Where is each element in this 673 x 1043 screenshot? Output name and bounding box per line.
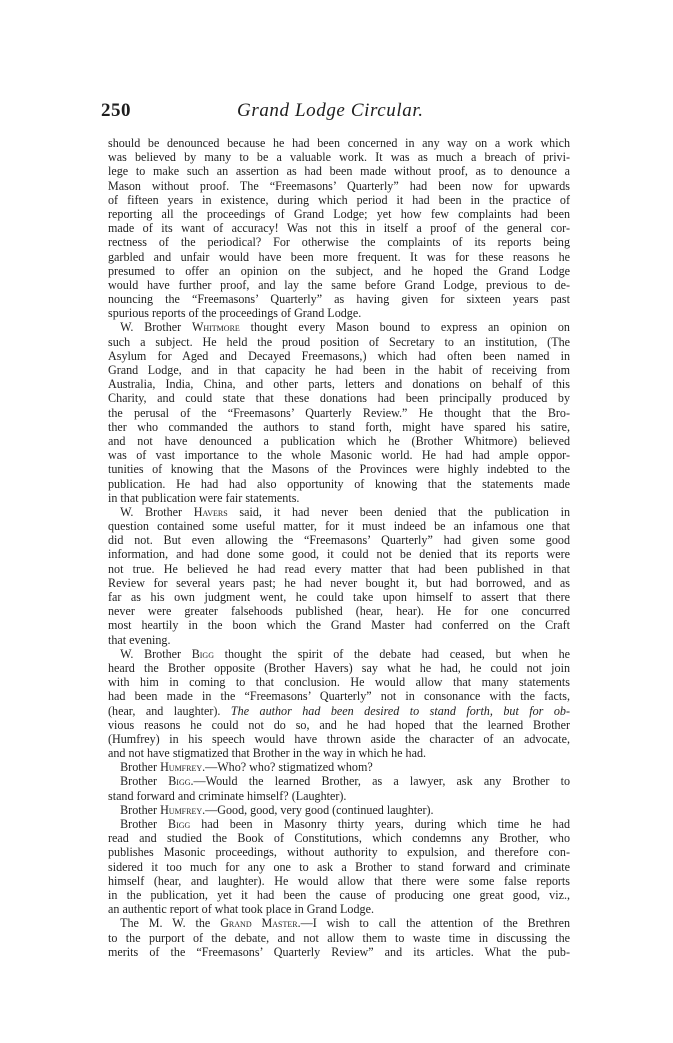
text-line [108,675,570,689]
text-line [108,434,570,448]
text-line [108,576,570,590]
text-line [108,306,570,320]
text-line [108,760,570,774]
text-line [108,916,570,930]
text-line [108,207,570,221]
text-segment: in that publication were fair statements. [108,490,300,505]
text-line [108,732,570,746]
running-title: Grand Lodge Circular. [237,100,424,121]
speaker-name: Grand Master [220,916,298,931]
text-segment: such a subject. He held the proud position of Secretary to an institution, (The [108,334,570,349]
text-segment: with him in coming to that conclusion. He would allow that many statements [108,675,570,690]
text-line [108,250,570,264]
text-line [108,874,570,888]
text-segment: heard the Brother opposite (Brother Havers) say what he had, he could not join [108,660,570,675]
text-line [108,391,570,405]
speaker-name: Bigg [168,774,191,789]
text-line [108,533,570,547]
speaker-name: Whitmore [191,320,240,335]
text-segment: Brother [108,774,169,789]
text-segment: (Humfrey) in his speech would have thrown aside the character of an advocate, [108,731,570,746]
text-segment: far as his own judgment went, he could take upon himself to assert that there [108,590,570,604]
text-line [108,164,570,178]
text-segment: Grand Lodge, and in that capacity he had been in the habit of receiving from [108,363,570,377]
text-segment: made of its want of accuracy! Was not this in itself a proof of the general cor- [108,221,570,236]
speaker-name: Havers [193,504,228,519]
text-line [108,718,570,732]
speaker-name: Bigg [191,646,214,661]
text-segment: and not have denounced a publication which he (Brother Whitmore) believed [108,433,570,448]
text-line [108,406,570,420]
text-segment: was of vast importance to the whole Masonic world. He had had ample oppor- [108,448,570,463]
text-segment: Charity, and could state that these donations had been principally produced by [108,391,570,406]
text-line [108,590,570,604]
text-line [108,803,570,817]
text-line [108,618,570,632]
text-segment: rectness of the periodical? For otherwise the complaints of its reports being [108,235,570,250]
text-segment: had been made in the “Freemasons’ Quarterly” not in consonance with the facts, [108,689,570,704]
text-line [108,945,570,959]
body-text [108,136,570,959]
text-line [108,562,570,576]
text-segment: Brother [108,760,161,775]
text-segment: (hear, and laughter). [108,703,231,718]
text-segment: that evening. [108,632,171,647]
text-segment: presumed to offer an opinion on the subject, and he hoped the Grand Lodge [108,263,570,278]
text-segment: spurious reports of the proceedings of Grand Lodge. [108,306,362,321]
text-segment: nouncing the “Freemasons’ Quarterly” as having given for sixteen years past [108,292,570,307]
text-line [108,689,570,703]
text-line [108,547,570,561]
text-segment: never were greater falsehoods published (hear, hear). He for one concurred [108,604,570,619]
text-segment: had been in Masonry thirty years, during which time he had [190,817,570,831]
speaker-name: Bigg [168,817,191,831]
text-segment: Brother [108,802,161,817]
page-number: 250 [101,100,131,121]
text-segment: most heartily in the boon which the Grand Master had conferred on the Craft [108,618,570,633]
text-segment: Australia, India, China, and other parts, letters and donations on behalf of this [108,377,570,392]
text-line [108,264,570,278]
text-line [108,505,570,519]
text-line [108,193,570,207]
text-line [108,363,570,377]
text-segment: Review for several years past; he had never bought it, but had borrowed, and as [108,575,570,590]
text-segment: the perusal of the “Freemasons’ Quarterly Review.” He thought that the Bro- [108,405,570,420]
text-segment: merits of the “Freemasons’ Quarterly Review” and its articles. What the pub- [108,944,570,959]
page-header [101,100,571,126]
text-line [108,774,570,788]
text-line [108,448,570,462]
text-segment: publishes Masonic proceedings, without authority to expulsion, and therefore con- [108,845,570,860]
text-line [108,377,570,391]
text-line [108,150,570,164]
text-line [108,789,570,803]
text-segment: tunities of knowing that the Masons of the Provinces were highly indebted to the [108,462,570,477]
text-line [108,704,570,718]
text-segment: sidered it too much for any one to ask a Brother to stand forward and criminate [108,859,570,874]
text-segment: did not. But even allowing the “Freemasons’ Quarterly” had given some good [108,533,570,548]
text-line [108,831,570,845]
text-line [108,235,570,249]
text-line [108,817,570,831]
text-line [108,519,570,533]
text-segment: Mason without proof. The “Freemasons’ Quarterly” had been now for upwards [108,178,570,193]
text-line [108,221,570,235]
text-segment: of fifteen years in existence, during which period it had been in the practice of [108,192,570,207]
text-segment: vious reasons he could not do so, and he had hoped that the learned Brother [108,717,570,732]
text-segment: reporting all the proceedings of Grand Lodge; yet how few complaints had been [108,206,570,221]
text-segment: W. Brother [108,504,194,519]
text-segment: in the publication, yet it had been the cause of producing one great good, viz., [108,887,570,902]
text-segment: not true. He believed he had read every matter that had been published in that [108,561,570,576]
speaker-name: Humfrey [160,760,203,775]
text-segment: .—Good, good, very good (continued laughter). [202,802,434,817]
text-line [108,335,570,349]
text-line [108,491,570,505]
text-segment: Asylum for Aged and Decayed Freemasons,) which had often been named in [108,348,570,363]
text-segment: lege to make such an assertion as had been made without proof, as to denounce a [108,164,570,179]
text-segment: and not have stigmatized that Brother in the way in which he had. [108,746,427,761]
text-segment: thought the spirit of the debate had ceased, but when he [213,646,570,661]
text-line [108,604,570,618]
text-segment: The M. W. the [108,916,221,931]
speaker-name: Humfrey [160,802,203,817]
text-segment: would have further proof, and lay the same before Grand Lodge, previous to de- [108,277,570,292]
text-line [108,292,570,306]
text-segment: garbled and unfair would have been more frequent. It was for these reasons he [108,249,570,264]
text-line [108,349,570,363]
text-line [108,320,570,334]
text-line [108,477,570,491]
text-line [108,278,570,292]
text-line [108,902,570,916]
text-line [108,647,570,661]
text-line [108,931,570,945]
text-line [108,746,570,760]
text-line [108,661,570,675]
text-line [108,136,570,150]
text-line [108,888,570,902]
text-segment: was believed by many to be a valuable work. It was as much a breach of privi- [108,150,570,165]
text-segment: publication. He had had also opportunity of knowing that the statements made [108,476,570,491]
text-segment: should be denounced because he had been concerned in any way on a work which [108,136,570,150]
text-segment: stand forward and criminate himself? (Laughter). [108,788,347,803]
text-segment: W. Brother [108,646,192,661]
text-segment: .—I wish to call the attention of the Brethren [297,916,570,931]
text-segment: himself (hear, and laughter). He would allow that there were some false reports [108,873,570,888]
text-segment: question contained some useful matter, for it must indeed be an infamous one that [108,519,570,534]
text-segment: said, it had never been denied that the publication in [227,504,570,519]
text-segment: read and studied the Book of Constitutions, which condemns any Brother, who [108,831,570,846]
text-segment: W. Brother [108,320,192,335]
italic-text: The author had been desired to stand forth, but for ob- [230,703,570,718]
text-segment: an authentic report of what took place in Grand Lodge. [108,902,374,917]
text-line [108,633,570,647]
text-segment: Brother [108,817,169,831]
text-segment: to the purport of the debate, and not allow them to waste time in discussing the [108,930,570,945]
text-line [108,462,570,476]
text-line [108,845,570,859]
text-segment: .—Would the learned Brother, as a lawyer, ask any Brother to [190,774,570,789]
text-line [108,860,570,874]
text-line [108,420,570,434]
text-line [108,179,570,193]
text-segment: thought every Mason bound to express an opinion on [239,320,570,335]
text-segment: ther who commanded the authors to stand forth, might have spared his satire, [108,419,570,434]
text-segment: .—Who? who? stigmatized whom? [202,760,373,775]
text-segment: information, and had done some good, it could not be denied that its reports were [108,547,570,562]
